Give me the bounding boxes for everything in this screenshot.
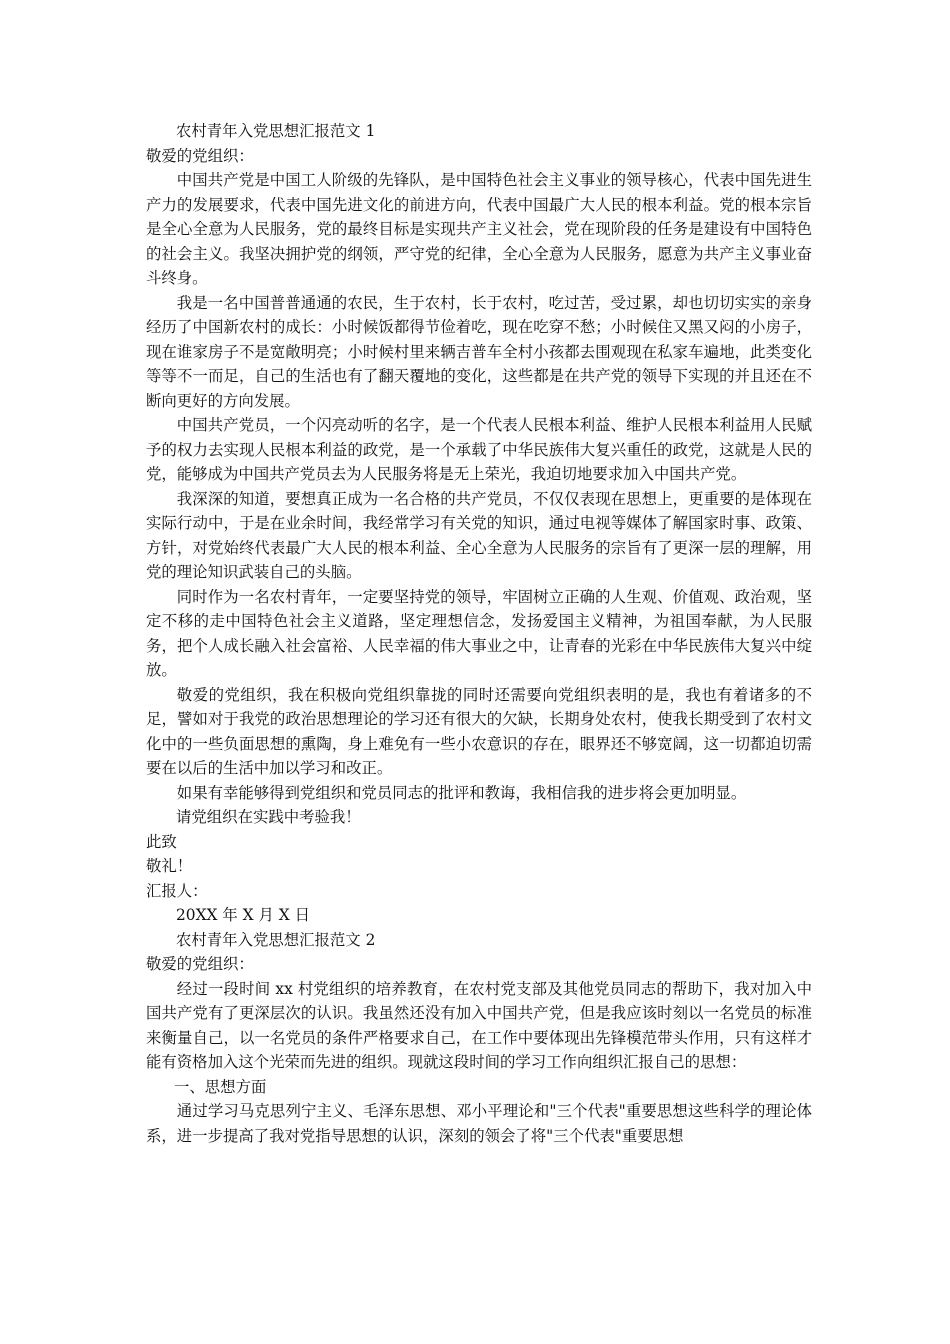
body-paragraph: 同时作为一名农村青年，一定要坚持党的领导，牢固树立正确的人生观、价值观、政治观，坚定不移的走中国特色社会主义道路，坚定理想信念，发扬爱国主义精神，为祖国奉献，为人民服务，把个人成长融入社会富裕、人民幸福的伟大事业之中，让青春的光彩在中华民族伟大复兴中绽放。 xyxy=(146,587,812,679)
body-paragraph: 经过一段时间 xx 村党组织的培养教育，在农村党支部及其他党员同志的帮助下，我对加入中国共产党有了更深层次的认识。我虽然还没有加入中国共产党，但是我应该时刻以一名党员的标准来衡量自己，以一名党员的条件严格要求自己，在工作中要体现出先锋模范带头作用，只有这样才能有资格加入这个光荣而先进的组织。现就这段时间的学习工作向组织汇报自己的思想： xyxy=(146,979,812,1071)
closing-jingli: 敬礼！ xyxy=(146,857,193,875)
body-paragraph: 如果有幸能够得到党组织和党员同志的批评和教诲，我相信我的进步将会更加明显。 xyxy=(176,783,747,802)
report-date: 20XX 年 X 月 X 日 xyxy=(176,906,311,924)
reporter-label: 汇报人： xyxy=(146,881,208,900)
closing-cizhi: 此致 xyxy=(146,832,177,851)
body-paragraph: 中国共产党是中国工人阶级的先锋队，是中国特色社会主义事业的领导核心，代表中国先进生产力的发展要求，代表中国先进文化的前进方向，代表中国最广大人民的根本利益。党的根本宗旨是全心全意为人民服务，党的最终目标是实现共产主义社会，党在现阶段的任务是建设有中国特色的社会主义。我坚决拥护党的纲领，严守党的纪律，全心全意为人民服务，愿意为共产主义事业奋斗终身。 xyxy=(146,171,812,287)
body-paragraph: 中国共产党员，一个闪亮动听的名字，是一个代表人民根本利益、维护人民根本利益用人民赋予的权力去实现人民根本利益的政党，是一个承载了中华民族伟大复兴重任的政党，这就是人民的党，能够成为中国共产党员去为人民服务将是无上荣光，我迫切地要求加入中国共产党。 xyxy=(146,416,812,483)
body-paragraph: 敬爱的党组织，我在积极向党组织靠拢的同时还需要向党组织表明的是，我也有着诸多的不足，譬如对于我党的政治思想理论的学习还有很大的欠缺，长期身处农村，使我长期受到了农村文化中的一些负面思想的熏陶，身上难免有一些小农意识的存在，眼界还不够宽阔，这一切都迫切需要在以后的生活中加以学习和改正。 xyxy=(146,685,812,777)
body-paragraph: 通过学习马克思列宁主义、毛泽东思想、邓小平理论和"三个代表"重要思想这些科学的理论体系，进一步提高了我对党指导思想的认识，深刻的领会了将"三个代表"重要思想 xyxy=(146,1102,812,1145)
body-paragraph: 我深深的知道，要想真正成为一名合格的共产党员，不仅仅表现在思想上，更重要的是体现在实际行动中，于是在业余时间，我经常学习有关党的知识，通过电视等媒体了解国家时事、政策、方针，对党始终代表最广大人民的根本利益、全心全意为人民服务的宗旨有了更深一层的理解，用党的理论知识武装自己的头脑。 xyxy=(146,489,812,581)
report-title-1: 农村青年入党思想汇报范文 1 xyxy=(176,122,376,140)
body-paragraph: 我是一名中国普普通通的农民，生于农村，长于农村，吃过苦，受过累，却也切切实实的亲身经历了中国新农村的成长：小时候饭都得节俭着吃，现在吃穿不愁；小时候住又黑又闷的小房子，现在谁家房子不是宽敞明亮；小时候村里来辆吉普车全村小孩都去围观现在私家车遍地，此类变化等等不一而足，自己的生活也有了翻天覆地的变化，这些都是在共产党的领导下实现的并且还在不断向更好的方向发展。 xyxy=(146,293,812,410)
salutation-2: 敬爱的党组织： xyxy=(146,955,254,973)
salutation-1: 敬爱的党组织： xyxy=(146,146,254,165)
section-heading: 一、思想方面 xyxy=(174,1077,267,1096)
report-title-2: 农村青年入党思想汇报范文 2 xyxy=(176,930,376,949)
closing-request: 请党组织在实践中考验我！ xyxy=(176,808,361,826)
